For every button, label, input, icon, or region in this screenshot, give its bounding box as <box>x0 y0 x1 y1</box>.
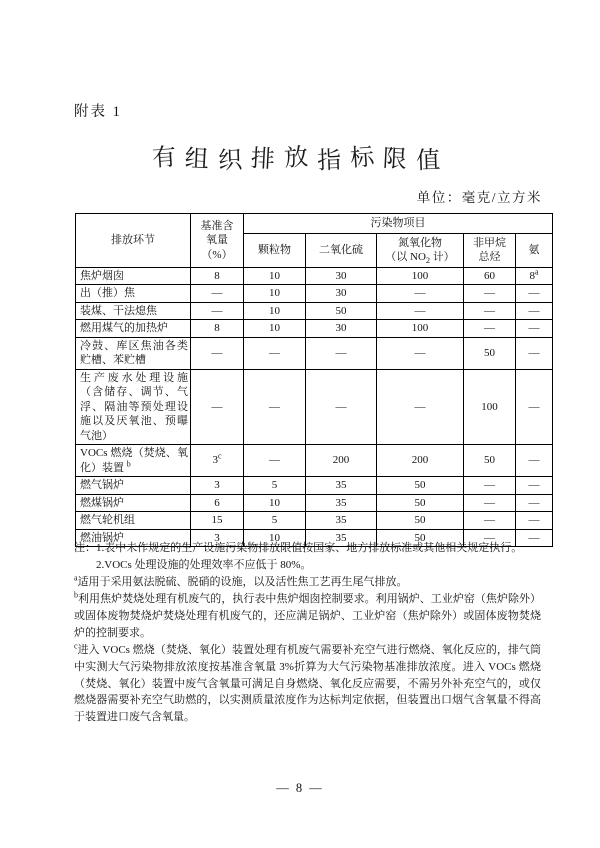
value-cell: 15 <box>191 512 244 530</box>
value-cell: 8$^a$ <box>516 267 553 285</box>
row-label: 燃气轮机组 <box>76 512 191 530</box>
value-cell: — <box>377 337 464 369</box>
row-label: 燃煤锅炉 <box>76 494 191 512</box>
table-row <box>76 320 553 338</box>
col-header-pollutant-1: 二氧化硫 <box>306 233 377 267</box>
value-cell: — <box>377 302 464 320</box>
row-label: 出（推）焦 <box>76 285 191 303</box>
row-label: 燃用煤气的加热炉 <box>76 320 191 338</box>
value-cell: 100 <box>377 320 464 338</box>
value-cell: — <box>377 285 464 303</box>
page-number: — 8 — <box>276 781 324 795</box>
value-cell: 50 <box>464 445 516 477</box>
table-row <box>76 337 553 369</box>
value-cell: — <box>464 494 516 512</box>
value-cell: 50 <box>377 494 464 512</box>
value-cell: 10 <box>244 529 306 547</box>
value-cell: — <box>516 512 553 530</box>
value-cell: 30 <box>306 285 377 303</box>
value-cell: 6 <box>191 494 244 512</box>
table-row <box>76 512 553 530</box>
value-cell: — <box>464 477 516 495</box>
value-cell: 30 <box>306 320 377 338</box>
value-cell: 50 <box>377 512 464 530</box>
table-row <box>76 494 553 512</box>
value-cell: 10 <box>244 302 306 320</box>
value-cell: 10 <box>244 320 306 338</box>
col-header-pollutant-0: 颗粒物 <box>244 233 306 267</box>
value-cell: — <box>516 494 553 512</box>
unit-label: 单位：毫克/立方米 <box>416 190 542 205</box>
col-header-pollutant-4: 氨 <box>516 233 553 267</box>
value-cell: 60 <box>464 267 516 285</box>
value-cell: — <box>516 529 553 547</box>
table-row <box>76 477 553 495</box>
table-row <box>76 302 553 320</box>
value-cell: — <box>306 337 377 369</box>
table-row <box>76 369 553 445</box>
value-cell: — <box>191 337 244 369</box>
note-b: $^b$利用焦炉焚烧处理有机废气的，执行表中焦炉烟囱控制要求。利用锅炉、工业炉窑（焦炉除外）或固体废物焚烧炉焚烧处理有机废气的，还应满足锅炉、工业炉窑（焦炉除外）或固体废物焚烧炉的控制要求。 <box>74 590 541 639</box>
table-notes <box>74 540 541 726</box>
col-header-pollutant-3: 非甲烷 总烃 <box>464 233 516 267</box>
value-cell: 3$^c$ <box>191 445 244 477</box>
table-header <box>76 214 553 268</box>
value-cell: 30 <box>306 267 377 285</box>
value-cell: — <box>516 477 553 495</box>
value-cell: 50 <box>377 529 464 547</box>
value-cell: 8 <box>191 267 244 285</box>
value-cell: — <box>244 337 306 369</box>
value-cell: — <box>464 529 516 547</box>
value-cell: — <box>464 302 516 320</box>
value-cell: — <box>377 369 464 445</box>
col-header-pollutant-group: 污染物项目 <box>244 214 553 234</box>
note-general-1: 注：1.表中未作规定的生产设施污染物排放限值按国家、地方排放标准或其他相关规定执行。 <box>74 542 523 554</box>
row-label: 生产废水处理设施（含储存、调节、气浮、隔油等预处理设施以及厌氧池、预曝气池） <box>76 369 191 445</box>
value-cell: 200 <box>306 445 377 477</box>
value-cell: 35 <box>306 494 377 512</box>
value-cell: 35 <box>306 477 377 495</box>
value-cell: — <box>191 302 244 320</box>
note-general-2: 2.VOCs 处理设施的处理效率不应低于 80%。 <box>96 558 312 571</box>
emission-limits-table <box>75 213 553 547</box>
note-a: $^a$适用于采用氨法脱硫、脱硝的设施，以及活性焦工艺再生尾气排放。 <box>74 573 408 588</box>
value-cell: — <box>516 285 553 303</box>
value-cell: — <box>516 445 553 477</box>
value-cell: 5 <box>244 512 306 530</box>
row-label: VOCs 燃烧（焚烧、氧化）装置 $^b$ <box>76 445 191 477</box>
appendix-label: 附表 1 <box>74 104 122 120</box>
row-label: 燃油锅炉 <box>76 529 191 547</box>
value-cell: 50 <box>306 302 377 320</box>
value-cell: — <box>516 320 553 338</box>
value-cell: — <box>464 285 516 303</box>
value-cell: — <box>244 369 306 445</box>
table-row <box>76 267 553 285</box>
value-cell: 3 <box>191 529 244 547</box>
col-header-pollutant-2: 氮氧化物 （以 $NO_2$ 计） <box>377 233 464 267</box>
row-label: 冷鼓、库区焦油各类贮槽、苯贮槽 <box>76 337 191 369</box>
value-cell: — <box>464 320 516 338</box>
value-cell: — <box>244 445 306 477</box>
value-cell: 8 <box>191 320 244 338</box>
value-cell: — <box>306 369 377 445</box>
col-header-oxygen: 基准含 氧量 （%） <box>191 214 244 268</box>
value-cell: — <box>516 302 553 320</box>
value-cell: — <box>191 285 244 303</box>
value-cell: — <box>516 337 553 369</box>
col-header-stage: 排放环节 <box>76 214 191 268</box>
value-cell: 35 <box>306 529 377 547</box>
value-cell: — <box>516 369 553 445</box>
value-cell: — <box>464 512 516 530</box>
value-cell: 100 <box>377 267 464 285</box>
value-cell: 100 <box>464 369 516 445</box>
value-cell: 10 <box>244 285 306 303</box>
value-cell: 50 <box>464 337 516 369</box>
table-row <box>76 285 553 303</box>
row-label: 装煤、干法熄焦 <box>76 302 191 320</box>
value-cell: 200 <box>377 445 464 477</box>
value-cell: 10 <box>244 267 306 285</box>
value-cell: — <box>191 369 244 445</box>
value-cell: 3 <box>191 477 244 495</box>
value-cell: 35 <box>306 512 377 530</box>
doc-title: 有组织排放指标限值 <box>150 143 450 175</box>
row-label: 燃气锅炉 <box>76 477 191 495</box>
row-label: 焦炉烟囱 <box>76 267 191 285</box>
value-cell: 5 <box>244 477 306 495</box>
table-row <box>76 445 553 477</box>
value-cell: 50 <box>377 477 464 495</box>
note-c: $^c$进入 VOCs 燃烧（焚烧、氧化）装置处理有机废气需要补充空气进行燃烧、氧化反应的，排气筒中实测大气污染物排放浓度按基准含氧量 3%折算为大气污染物基准排放浓度。进入 VOCs 燃烧（焚烧、氧化）装置中废气含氧量可满足自身燃烧、氧化反应需要，不需另外补充空气的，或仅燃烧器需要补充空气助燃的，以实测质量浓度作为达标判定依据，但装置出口烟气含氧量不得高于装置进口废气含氧量。 <box>74 640 541 724</box>
value-cell: 10 <box>244 494 306 512</box>
